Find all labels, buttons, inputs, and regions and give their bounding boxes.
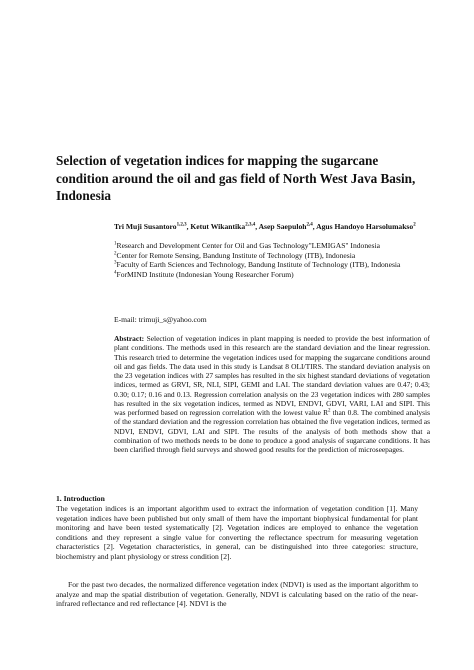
affiliation-mark: 4 [114,270,117,276]
contact-email: E-mail: trimuji_s@yahoo.com [114,315,207,324]
affiliation-4 [114,270,430,280]
author-separator: , [186,222,191,231]
author-list [114,222,430,232]
abstract-superscript: 2 [328,408,331,414]
affiliation-text: Faculty of Earth Sciences and Technology, Bandung Institute of Technology (ITB), Indonesia [116,260,401,270]
affiliation-list [114,241,430,279]
author-affiliation-mark: 2,3,4 [245,222,256,228]
author-separator: , [312,222,317,231]
abstract-text: Selection of vegetation indices in plant mapping is needed to provide the best information of plant conditions. The methods used in this research are the standard deviation and the linear regression. This research tried to determine the vegetation indices used for mapping the sugarcane conditions around oil and gas fields. The data used in this study is Landsat 8 OLI/TIRS. The standard deviation analysis on the 23 vegetation indices with 27 samples has resulted in the six highest standard deviations of vegetation indices, termed as GRVI, SR, NLI, SIPI, GEMI and LAI. The standard deviation values are 0.47; 0.43; 0.30; 0.17; 0.16 and 0.13. Regression correlation analysis on the 23 vegetation indices with 280 samples has resulted in the six vegetation indices, termed as NDVI, ENDVI, GDVI, VARI, LAI and SIPI. This was performed based on regression correlation with the lowest value R [114,334,430,417]
intro-paragraph-1: The vegetation indices is an important algorithm used to extract the information of vegetation condition [1]. Many vegetation indices have been published but only small of them have the important biophysical fundamental for plant monitoring and have been tested systematically [2]. Vegetation indices are employed to enhance the vegetation conditions and they represent a single value for converting the reflectance spectrum for measuring vegetation characteristics [2]. Vegetation characteristics, in general, can be distinguished into three categories: structure, biochemistry and plant physiology or stress condition [2]. [56,504,418,561]
author-3 [259,222,317,231]
affiliation-mark: 2 [114,251,117,257]
section-heading: 1. Introduction [56,494,105,503]
author-1 [114,222,190,231]
author-affiliation-mark: 2 [413,222,416,228]
affiliation-mark: 3 [114,260,117,266]
affiliation-2 [114,251,430,261]
affiliation-3 [114,260,430,270]
intro-paragraph-2: For the past two decades, the normalized difference vegetation index (NDVI) is used as the important algorithm to analyze and map the spatial distribution of vegetation. Generally, NDVI is calculating based on the ratio of the near-infrared reflectance and red reflectance [4]. NDVI is the [56,580,418,609]
author-separator: , [255,222,259,231]
author-2 [190,222,258,231]
author-affiliation-mark: 1,2,3 [176,222,187,228]
affiliation-mark: 1 [114,241,117,247]
affiliation-text: ForMIND Institute (Indonesian Young Researcher Forum) [116,269,294,279]
affiliation-1 [114,241,430,251]
author-name: Tri Muji Susantoro [114,222,177,231]
author-name: Agus Handoyo Harsolumakso [316,222,414,231]
affiliation-text: Research and Development Center for Oil and Gas Technology"LEMIGAS" Indonesia [116,241,380,250]
affiliation-text: Center for Remote Sensing, Bandung Institute of Technology (ITB), Indonesia [116,250,356,260]
author-affiliation-mark: 2,4 [306,222,313,228]
author-name: Asep Saepuloh [258,222,307,231]
paper-title: Selection of vegetation indices for mapping the sugarcane condition around the oil and gas field of North West Java Basin, Indonesia [56,153,416,203]
author-4 [316,222,416,231]
abstract [114,334,430,454]
abstract-label: Abstract: [114,334,145,343]
author-name: Ketut Wikantika [190,222,246,231]
abstract-text-continued: than 0.8. The combined analysis of the standard deviation and the regression correlation has obtained the five vegetation indices, termed as NDVI, ENDVI, GDVI, LAI and SIPI. The results of the analysis of both methods show that a combination of two methods needs to be done to produce a good analysis of sugarcane conditions. It has been clarified through field surveys and showed good results for the prediction of microseepages. [114,408,430,454]
